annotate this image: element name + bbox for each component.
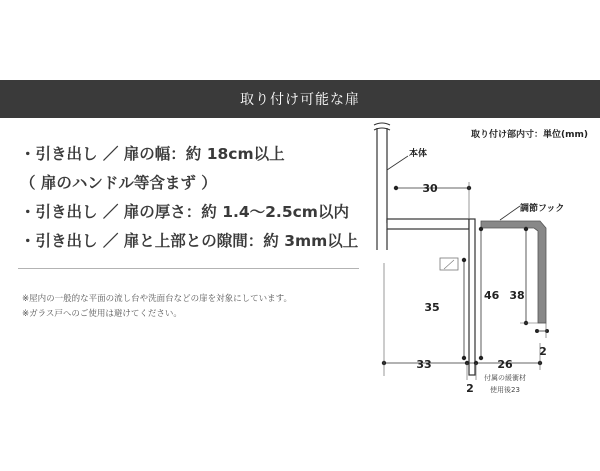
note-cushion-1: 付属の緩衝材: [484, 374, 526, 382]
spec-thickness: ・引き出し ／ 扉の厚さ：約 1.4〜2.5cm以内: [20, 203, 349, 221]
spec-width-note: （ 扉のハンドル等含まず ）: [20, 174, 217, 192]
divider: [18, 268, 359, 269]
spec-list: [20, 140, 370, 256]
note-surface: ※屋内の一般的な平面の流し台や洗面台などの扉を対象にしています。: [22, 294, 292, 304]
dim-dot: [479, 356, 483, 360]
dim-46: 46: [484, 289, 500, 302]
dim-38: 38: [509, 289, 525, 302]
dim-dot: [524, 227, 528, 231]
dim-30: 30: [422, 182, 438, 195]
dim-26: 26: [497, 358, 513, 371]
dim-dot: [479, 227, 483, 231]
header-title: 取り付け可能な扉: [240, 92, 360, 108]
dim-2-right: 2: [539, 345, 547, 358]
dim-dot: [394, 186, 398, 190]
note-cushion-2: 使用後23: [490, 386, 520, 394]
body-leader: [387, 156, 408, 170]
notes: [22, 292, 362, 322]
door: [469, 219, 475, 375]
cushion-part: [440, 258, 458, 270]
shelf: [387, 219, 469, 229]
dim-dot: [462, 258, 466, 262]
dim-dot: [462, 356, 466, 360]
hook-leader: [500, 206, 520, 220]
spec-gap: ・引き出し ／ 扉と上部との隙間：約 3mm以上: [20, 232, 359, 250]
dim-2-bottom: 2: [466, 382, 474, 395]
label-body: 本体: [409, 149, 428, 159]
label-hook: 調節フック: [520, 204, 565, 214]
spec-width: ・引き出し ／ 扉の幅：約 18cm以上: [20, 145, 285, 163]
note-glass: ※ガラス戸へのご使用は避けてください。: [22, 309, 182, 319]
dimension-diagram: [360, 118, 600, 408]
header-bar: [0, 80, 600, 118]
diagram-title: 取り付け部内寸：単位(mm): [471, 130, 588, 140]
break-mark: [374, 123, 390, 130]
adjust-hook: [481, 221, 546, 323]
dim-35: 35: [424, 301, 440, 314]
dim-33: 33: [416, 358, 432, 371]
